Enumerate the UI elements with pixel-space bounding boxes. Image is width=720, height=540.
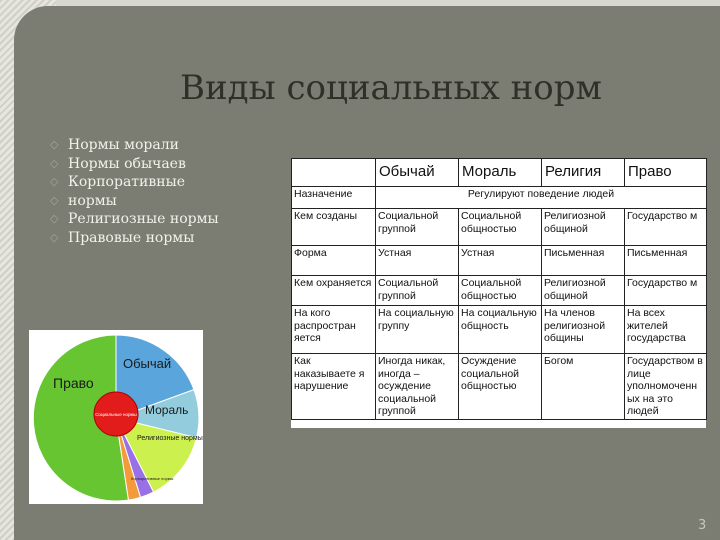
bullet-text: Правовые нормы — [68, 229, 195, 246]
bullet-icon: ◇ — [50, 175, 59, 188]
row-label: Назначение — [292, 187, 376, 209]
table-row — [292, 276, 707, 306]
bullet-text: Нормы обычаев — [68, 155, 186, 172]
pie-label-obychai: Обычай — [123, 356, 172, 371]
table-cell: Социальной общностью — [459, 209, 542, 246]
pie-label-corporate: Корпоративные нормы — [131, 476, 174, 481]
table-row-purpose — [292, 187, 707, 209]
row-label: Кем охраняется — [292, 276, 376, 306]
table-cell: Осуждение социальной общностью — [459, 354, 542, 420]
bullet-text: Корпоративные — [68, 174, 186, 190]
bullet-list — [48, 136, 219, 247]
purpose-value: Регулируют поведение людей — [376, 187, 707, 209]
table-cell: Социальной группой — [376, 209, 459, 246]
pie-label-religioznye: Религиозные нормы — [137, 435, 203, 442]
pie-svg — [29, 330, 203, 504]
table-cell: Религиозной общиной — [542, 276, 625, 306]
row-label: Форма — [292, 246, 376, 276]
bullet-text: Нормы морали — [68, 137, 179, 153]
table-cell: На всех жителей государства — [625, 306, 707, 354]
table-cell: Иногда никак, иногда – осуждение социальной группой — [376, 354, 459, 420]
bullet-icon: ◇ — [50, 212, 59, 225]
norms-comparison-table — [291, 158, 707, 420]
bullet-item — [48, 136, 219, 155]
pie-label-moral: Мораль — [145, 403, 189, 417]
table-cell: На социальную общность — [459, 306, 542, 354]
table-cell: Государство м — [625, 276, 707, 306]
bullet-item — [48, 229, 219, 248]
page-number: 3 — [698, 518, 707, 533]
table-header-cell: Мораль — [459, 159, 542, 187]
row-label: Кем созданы — [292, 209, 376, 246]
table-cell: На членов религиозной общины — [542, 306, 625, 354]
bullet-icon: ◇ — [50, 138, 59, 151]
table-header-cell: Религия — [542, 159, 625, 187]
table-cell: Богом — [542, 354, 625, 420]
table-header-cell — [292, 159, 376, 187]
table-row — [292, 209, 707, 246]
table-cell: Государством в лице уполномоченн ых на это людей — [625, 354, 707, 420]
bullet-item — [48, 173, 219, 192]
bullet-icon: ◇ — [50, 193, 59, 207]
pie-label-pravo: Право — [53, 375, 94, 391]
slide-title: Виды социальных норм — [180, 68, 602, 108]
bullet-text: Религиозные нормы — [68, 211, 219, 227]
norms-table-container — [291, 158, 706, 428]
table-header-row — [292, 159, 707, 187]
row-label: На кого распростран яется — [292, 306, 376, 354]
row-label: Как наказываете я нарушение — [292, 354, 376, 420]
table-row — [292, 246, 707, 276]
table-cell: Устная — [376, 246, 459, 276]
norms-pie-diagram — [29, 330, 203, 504]
table-cell: Устная — [459, 246, 542, 276]
bullet-icon: ◇ — [50, 156, 59, 170]
bullet-item — [48, 192, 219, 211]
table-row — [292, 354, 707, 420]
bullet-icon: ◇ — [50, 230, 59, 244]
bullet-text: нормы — [68, 192, 117, 209]
table-header-cell: Право — [625, 159, 707, 187]
table-cell: Письменная — [625, 246, 707, 276]
table-row — [292, 306, 707, 354]
table-cell: Религиозной общиной — [542, 209, 625, 246]
table-cell: Письменная — [542, 246, 625, 276]
table-cell: Государство м — [625, 209, 707, 246]
table-cell: На социальную группу — [376, 306, 459, 354]
table-cell: Социальной общностью — [459, 276, 542, 306]
bullet-item — [48, 210, 219, 229]
bullet-item — [48, 155, 219, 174]
table-header-cell: Обычай — [376, 159, 459, 187]
pie-label-center: Социальные нормы — [95, 412, 137, 417]
table-cell: Социальной группой — [376, 276, 459, 306]
